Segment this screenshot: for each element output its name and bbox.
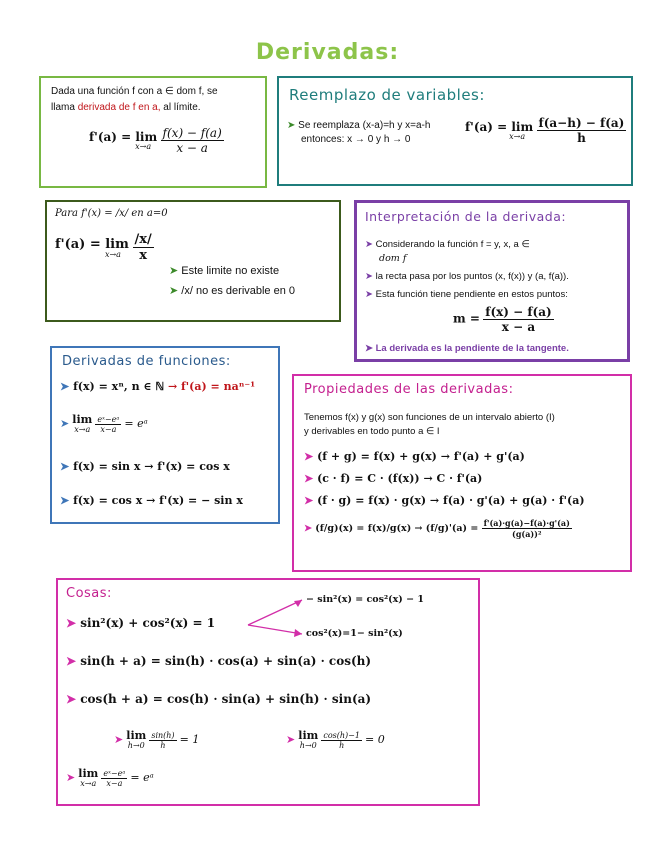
- reemplazo-numerator: f(a−h) − f(a): [538, 116, 625, 130]
- cosas-row6-num: eˣ−eᵃ: [103, 768, 126, 778]
- prop-row3: ➤ (f · g) = f(x) · g(x) → f(a) · g'(a) + g(a) · f'(a): [304, 494, 585, 507]
- prop-row1-text: (f + g) = f(x) + g(x) → f'(a) + g'(a): [317, 450, 525, 463]
- interp-bullet1b: dom f: [379, 253, 407, 264]
- func-row4: ➤ f(x) = cos x → f'(x) = − sin x: [60, 494, 243, 507]
- cosas-row3: ➤ cos(h + a) = cos(h) · sin(a) + sin(h) · sin(a): [66, 692, 372, 706]
- abs-numerator: /x/: [134, 232, 152, 247]
- interp-b1-text: Considerando la función f = y, x, a ∈: [375, 239, 530, 250]
- prop-row4-num: f'(a)·g(a)−f(a)·g'(a): [483, 518, 570, 528]
- cosas-row5-lim: lim: [298, 729, 319, 742]
- interp-bullet4: ➤ La derivada es la pendiente de la tangente.: [365, 343, 569, 354]
- reemplazo-text1: Se reemplaza (x-a)=h y x=a-h: [298, 120, 431, 131]
- def-highlight: derivada de f en a,: [77, 102, 161, 113]
- prop-row3-text: (f · g) = f(x) · g(x) → f(a) · g'(a) + g(a) · f'(a): [317, 494, 585, 507]
- interp-bullet1: ➤ Considerando la función f = y, x, a ∈: [365, 239, 530, 250]
- reemplazo-formula: [465, 116, 626, 145]
- abs-bullet2: ➤ /x/ no es derivable en 0: [169, 285, 296, 297]
- cosas-row4-lim: lim: [126, 729, 147, 742]
- funciones-box: [50, 346, 280, 524]
- func-row1-rhs: → f'(a) = naⁿ⁻¹: [168, 380, 256, 393]
- cosas-row4-sub: h→0: [127, 741, 145, 750]
- cosas-row2-text: sin(h + a) = sin(h) · cos(a) + sin(a) · cos(h): [80, 654, 372, 668]
- interp-lhs: m =: [453, 311, 480, 326]
- interp-bullet2: ➤ la recta pasa por los puntos (x, f(x)) y (a, f(a)).: [365, 271, 569, 282]
- abs-bullet1-text: Este limite no existe: [181, 265, 280, 277]
- reemplazo-line1: ➤ Se reemplaza (x-a)=h y x=a-h: [287, 120, 431, 131]
- interp-numerator: f(x) − f(a): [485, 305, 552, 319]
- interp-bullet3: ➤ Esta función tiene pendiente en estos puntos:: [365, 289, 568, 300]
- interpretacion-heading: Interpretación de la derivada:: [365, 209, 567, 224]
- identity-arrows: [58, 580, 482, 660]
- def-line2: [51, 102, 201, 113]
- cosas-row4-rhs: = 1: [179, 732, 200, 746]
- cosas-row4: ➤ lim h→0 $\frac{\sin(h)}{h}$ = 1: [114, 729, 200, 750]
- def-denominator: x − a: [176, 141, 208, 155]
- cosas-row4-den: h: [160, 740, 166, 750]
- def-lhs: f'(a) = lim: [89, 129, 158, 144]
- func-row2-rhs: = eᵃ: [124, 416, 148, 430]
- reemplazo-box: [277, 76, 633, 186]
- arrow-down-head: [294, 629, 302, 637]
- prop-row2-text: (c · f) = C · (f(x)) → C · f'(a): [317, 472, 483, 485]
- definition-box: [39, 76, 267, 188]
- func-row2-den: x−a: [100, 424, 117, 434]
- reemplazo-lhs: f'(a) = lim: [465, 119, 534, 134]
- arrow-down: [248, 625, 302, 634]
- prop-row4-lhs: (f/g)(x) = f(x)/g(x) → (f/g)'(a) =: [315, 523, 479, 534]
- reemplazo-line2: entonces: x → 0 y h → 0: [301, 134, 411, 145]
- func-row4-text: f(x) = cos x → f'(x) = − sin x: [73, 494, 243, 507]
- abs-line1: Para f'(x) = /x/ en a=0: [55, 208, 168, 219]
- func-row3: ➤ f(x) = sin x → f'(x) = cos x: [60, 460, 230, 473]
- propiedades-heading: Propiedades de las derivadas:: [304, 382, 514, 397]
- def-line2-pre: llama: [51, 102, 78, 113]
- interp-denominator: x − a: [501, 320, 536, 334]
- cosas-row4-num: sin(h): [151, 730, 175, 740]
- func-row2-sub: x→a: [74, 425, 91, 434]
- cosas-row6-den: x−a: [106, 778, 123, 788]
- cosas-row5-sub: h→0: [299, 741, 317, 750]
- abs-example-box: [45, 200, 341, 322]
- cosas-identity-down: cos²(x)=1− sin²(x): [306, 628, 403, 639]
- abs-bullet2-text: /x/ no es derivable en 0: [181, 285, 296, 297]
- prop-row1: ➤ (f + g) = f(x) + g(x) → f'(a) + g'(a): [304, 450, 525, 463]
- func-row1-lhs: f(x) = xⁿ, n ∈ ℕ: [73, 380, 169, 393]
- page-title: Derivadas:: [255, 40, 400, 65]
- def-line2-post: al límite.: [160, 102, 201, 113]
- abs-formula: [55, 232, 154, 263]
- reemplazo-heading: Reemplazo de variables:: [289, 86, 485, 104]
- cosas-row3-text: cos(h + a) = cos(h) · sin(a) + sin(h) · sin(a): [80, 692, 372, 706]
- cosas-heading: Cosas:: [66, 586, 112, 601]
- def-lim-sub: x→a: [135, 141, 152, 151]
- funciones-heading: Derivadas de funciones:: [62, 354, 231, 369]
- interp-b2-text: la recta pasa por los puntos (x, f(x)) y (a, f(a)).: [375, 271, 569, 282]
- cosas-row5: ➤ lim h→0 $\frac{\cos(h)-1}{h}$ = 0: [286, 729, 385, 750]
- propiedades-box: [292, 374, 632, 572]
- cosas-row6-rhs: = eᵃ: [130, 770, 154, 784]
- abs-denominator: x: [139, 248, 147, 263]
- prop-intro2: y derivables en todo punto a ∈ I: [304, 426, 440, 437]
- cosas-box: [56, 578, 480, 806]
- func-row1: ➤ f(x) = xⁿ, n ∈ ℕ → f'(a) = naⁿ⁻¹: [60, 380, 256, 393]
- func-row2: ➤ lim x→a $\frac{\text{eˣ−eᵃ}}{x-a}$ = eᵃ: [60, 413, 148, 434]
- prop-row4: ➤ (f/g)(x) = f(x)/g(x) → (f/g)'(a) = $\frac{f'(a)\cdot g(a)-f(a)\cdot g'(a)}{\text{(g(a))²}}$: [304, 518, 570, 539]
- def-numerator: f(x) − f(a): [162, 126, 222, 140]
- cosas-row5-rhs: = 0: [365, 732, 385, 746]
- reemplazo-denominator: h: [577, 131, 586, 145]
- prop-row2: ➤ (c · f) = C · (f(x)) → C · f'(a): [304, 472, 483, 485]
- cosas-row5-den: h: [339, 740, 345, 750]
- abs-lhs: f'(a) = lim: [55, 236, 129, 252]
- interp-b3-text: Esta función tiene pendiente en estos puntos:: [375, 289, 568, 300]
- abs-lim-sub: x→a: [104, 249, 121, 259]
- cosas-row1-text: sin²(x) + cos²(x) = 1: [80, 616, 216, 630]
- arrow-up: [248, 600, 302, 625]
- cosas-row6-lim: lim: [78, 767, 99, 780]
- abs-bullet1: ➤ Este limite no existe: [169, 265, 280, 277]
- interpretacion-box: [354, 200, 630, 362]
- interp-b4-text: La derivada es la pendiente de la tangente.: [375, 343, 569, 354]
- cosas-row6: ➤ lim x→a $\frac{\text{eˣ−eᵃ}}{x-a}$ = eᵃ: [66, 767, 154, 788]
- def-line1: Dada una función f con a ∈ dom f, se: [51, 86, 218, 97]
- cosas-row2: ➤ sin(h + a) = sin(h) · cos(a) + sin(a) · cos(h): [66, 654, 372, 668]
- prop-row4-den: (g(a))²: [512, 529, 542, 539]
- func-row2-lim: lim: [72, 413, 93, 426]
- def-formula: [89, 126, 224, 155]
- reemplazo-lim-sub: x→a: [509, 131, 526, 141]
- func-row2-num: eˣ−eᵃ: [97, 414, 120, 424]
- interp-formula: [453, 305, 554, 334]
- cosas-row1: ➤ sin²(x) + cos²(x) = 1: [66, 616, 216, 630]
- func-row3-text: f(x) = sin x → f'(x) = cos x: [73, 460, 230, 473]
- prop-intro1: Tenemos f(x) y g(x) son funciones de un intervalo abierto (I): [304, 412, 555, 423]
- cosas-row6-sub: x→a: [80, 779, 97, 788]
- cosas-row5-num: cos(h)−1: [323, 730, 360, 740]
- cosas-identity-up: − sin²(x) = cos²(x) − 1: [306, 594, 424, 605]
